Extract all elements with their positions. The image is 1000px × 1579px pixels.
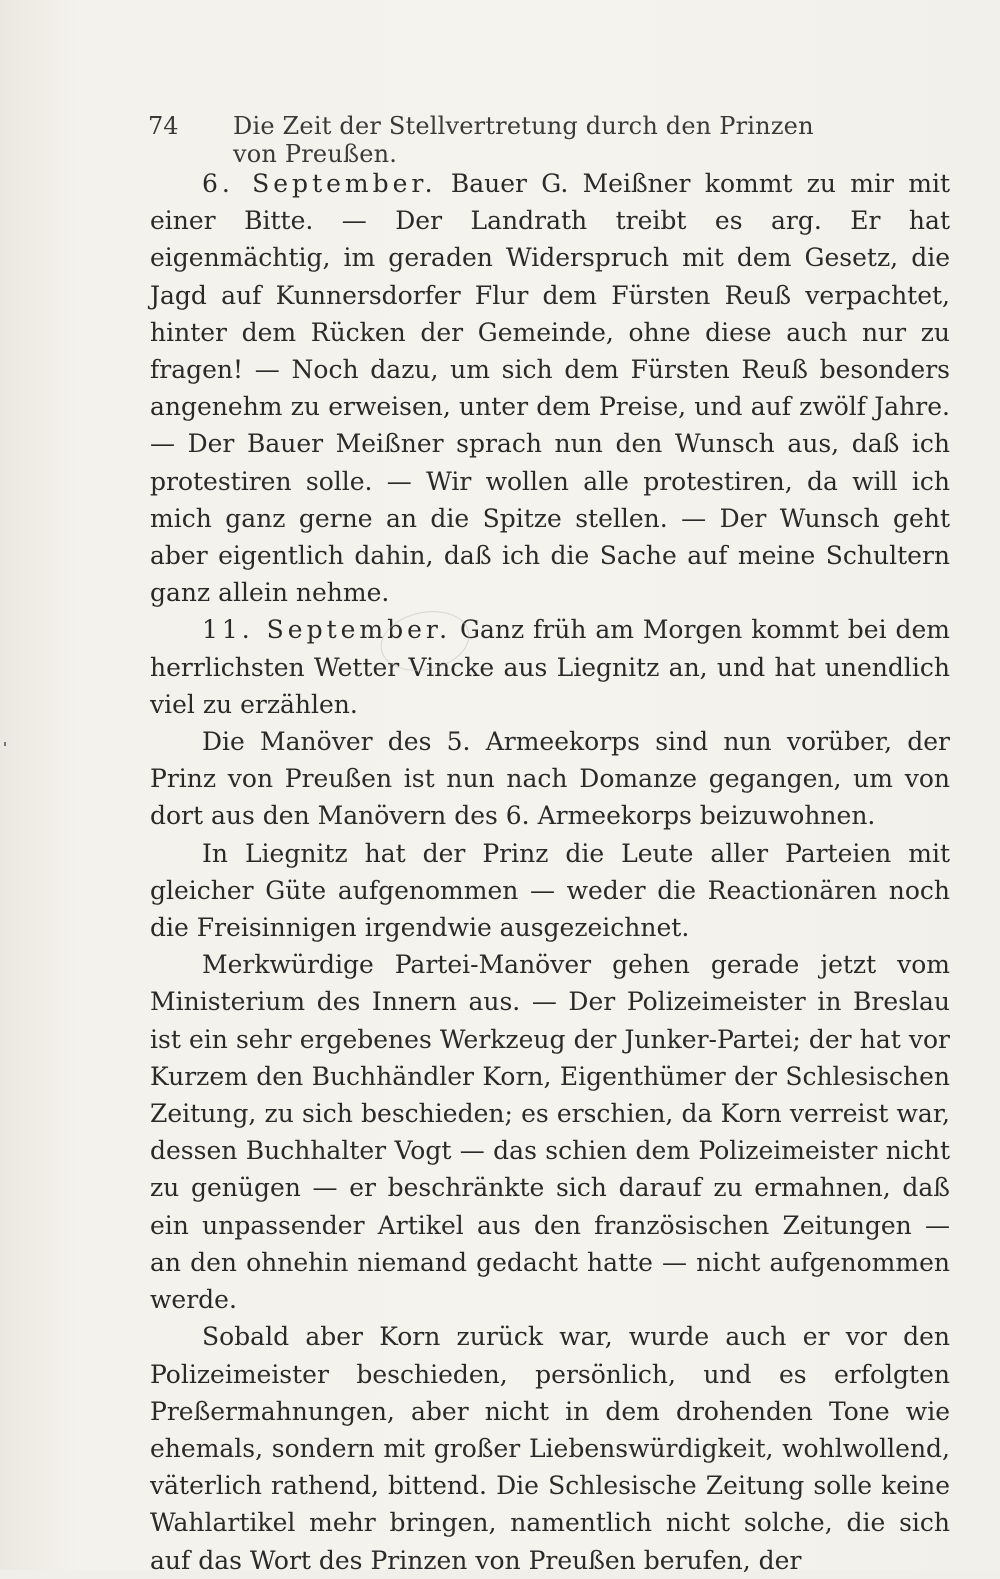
date-heading: 6. September. [202, 169, 437, 198]
date-heading: 11. September. [202, 615, 452, 645]
paragraph-text: Die Manöver des 5. Armeekorps sind nun vorüber, der Prinz von Preußen ist nun nach Domanze gegangen, um von dort aus den Manövern des 6. Armeekorps beizuwohnen. [150, 727, 950, 831]
paragraph [150, 1318, 950, 1578]
paragraph [150, 165, 950, 611]
paragraph [150, 835, 950, 947]
paragraph [150, 946, 950, 1318]
margin-mark [4, 742, 6, 746]
body-text [150, 165, 950, 1579]
page-number: 74 [148, 112, 179, 140]
paragraph-text: Bauer G. Meißner kommt zu mir mit einer Bitte. — Der Landrath treibt es arg. Er hat eigenmächtig, im geraden Widerspruch mit dem Gesetz, die Jagd auf Kunnersdorfer Flur dem Fürsten Reuß verpachtet, hinter dem Rücken der Gemeinde, ohne diese auch nur zu fragen! — Noch dazu, um sich dem Fürsten Reuß besonders angenehm zu erweisen, unter dem Preise, und auf zwölf Jahre. — Der Bauer Meißner sprach nun den Wunsch aus, daß ich protestiren solle. — Wir wollen alle protestiren, da will ich mich ganz gerne an die Spitze stellen. — Der Wunsch geht aber eigentlich dahin, daß ich die Sache auf meine Schultern ganz allein nehme. [150, 169, 950, 608]
paragraph-text: In Liegnitz hat der Prinz die Leute aller Parteien mit gleicher Güte aufgenommen — weder die Reactionären noch die Freisinnigen irgendwie ausgezeichnet. [150, 838, 950, 943]
running-head: Die Zeit der Stellvertretung durch den Prinzen von Preußen. [233, 112, 814, 168]
paragraph-text: Sobald aber Korn zurück war, wurde auch er vor den Polizeimeister beschieden, persönlich, und es erfolgten Preßermahnungen, aber nicht in dem drohenden Tone wie ehemals, sondern mit großer Liebenswürdigkeit, wohlwollend, väterlich rathend, bittend. Die Schlesische Zeitung solle keine Wahlartikel mehr bringen, namentlich nicht solche, die sich auf das Wort des Prinzen von Preußen berufen, der [150, 1322, 950, 1575]
paragraph [150, 723, 950, 835]
page-header [148, 112, 858, 168]
paragraph-text: Merkwürdige Partei-Manöver gehen gerade jetzt vom Ministerium des Innern aus. — Der Polizeimeister in Breslau ist ein sehr ergebenes Werkzeug der Junker-Partei; der hat vor Kurzem den Buchhändler Korn, Eigenthümer der Schlesischen Zeitung, zu sich beschieden; es erschien, da Korn verreist war, dessen Buchhalter Vogt — das schien dem Polizeimeister nicht zu genügen — er beschränkte sich darauf zu ermahnen, daß ein unpassender Artikel aus den französischen Zeitungen — an den ohnehin niemand gedacht hatte — nicht aufgenommen werde. [150, 950, 950, 1315]
paragraph-text: Ganz früh am Morgen kommt bei dem herrlichsten Wetter Vincke aus Liegnitz an, und hat unendlich viel zu erzählen. [150, 615, 950, 719]
paragraph [150, 611, 950, 723]
